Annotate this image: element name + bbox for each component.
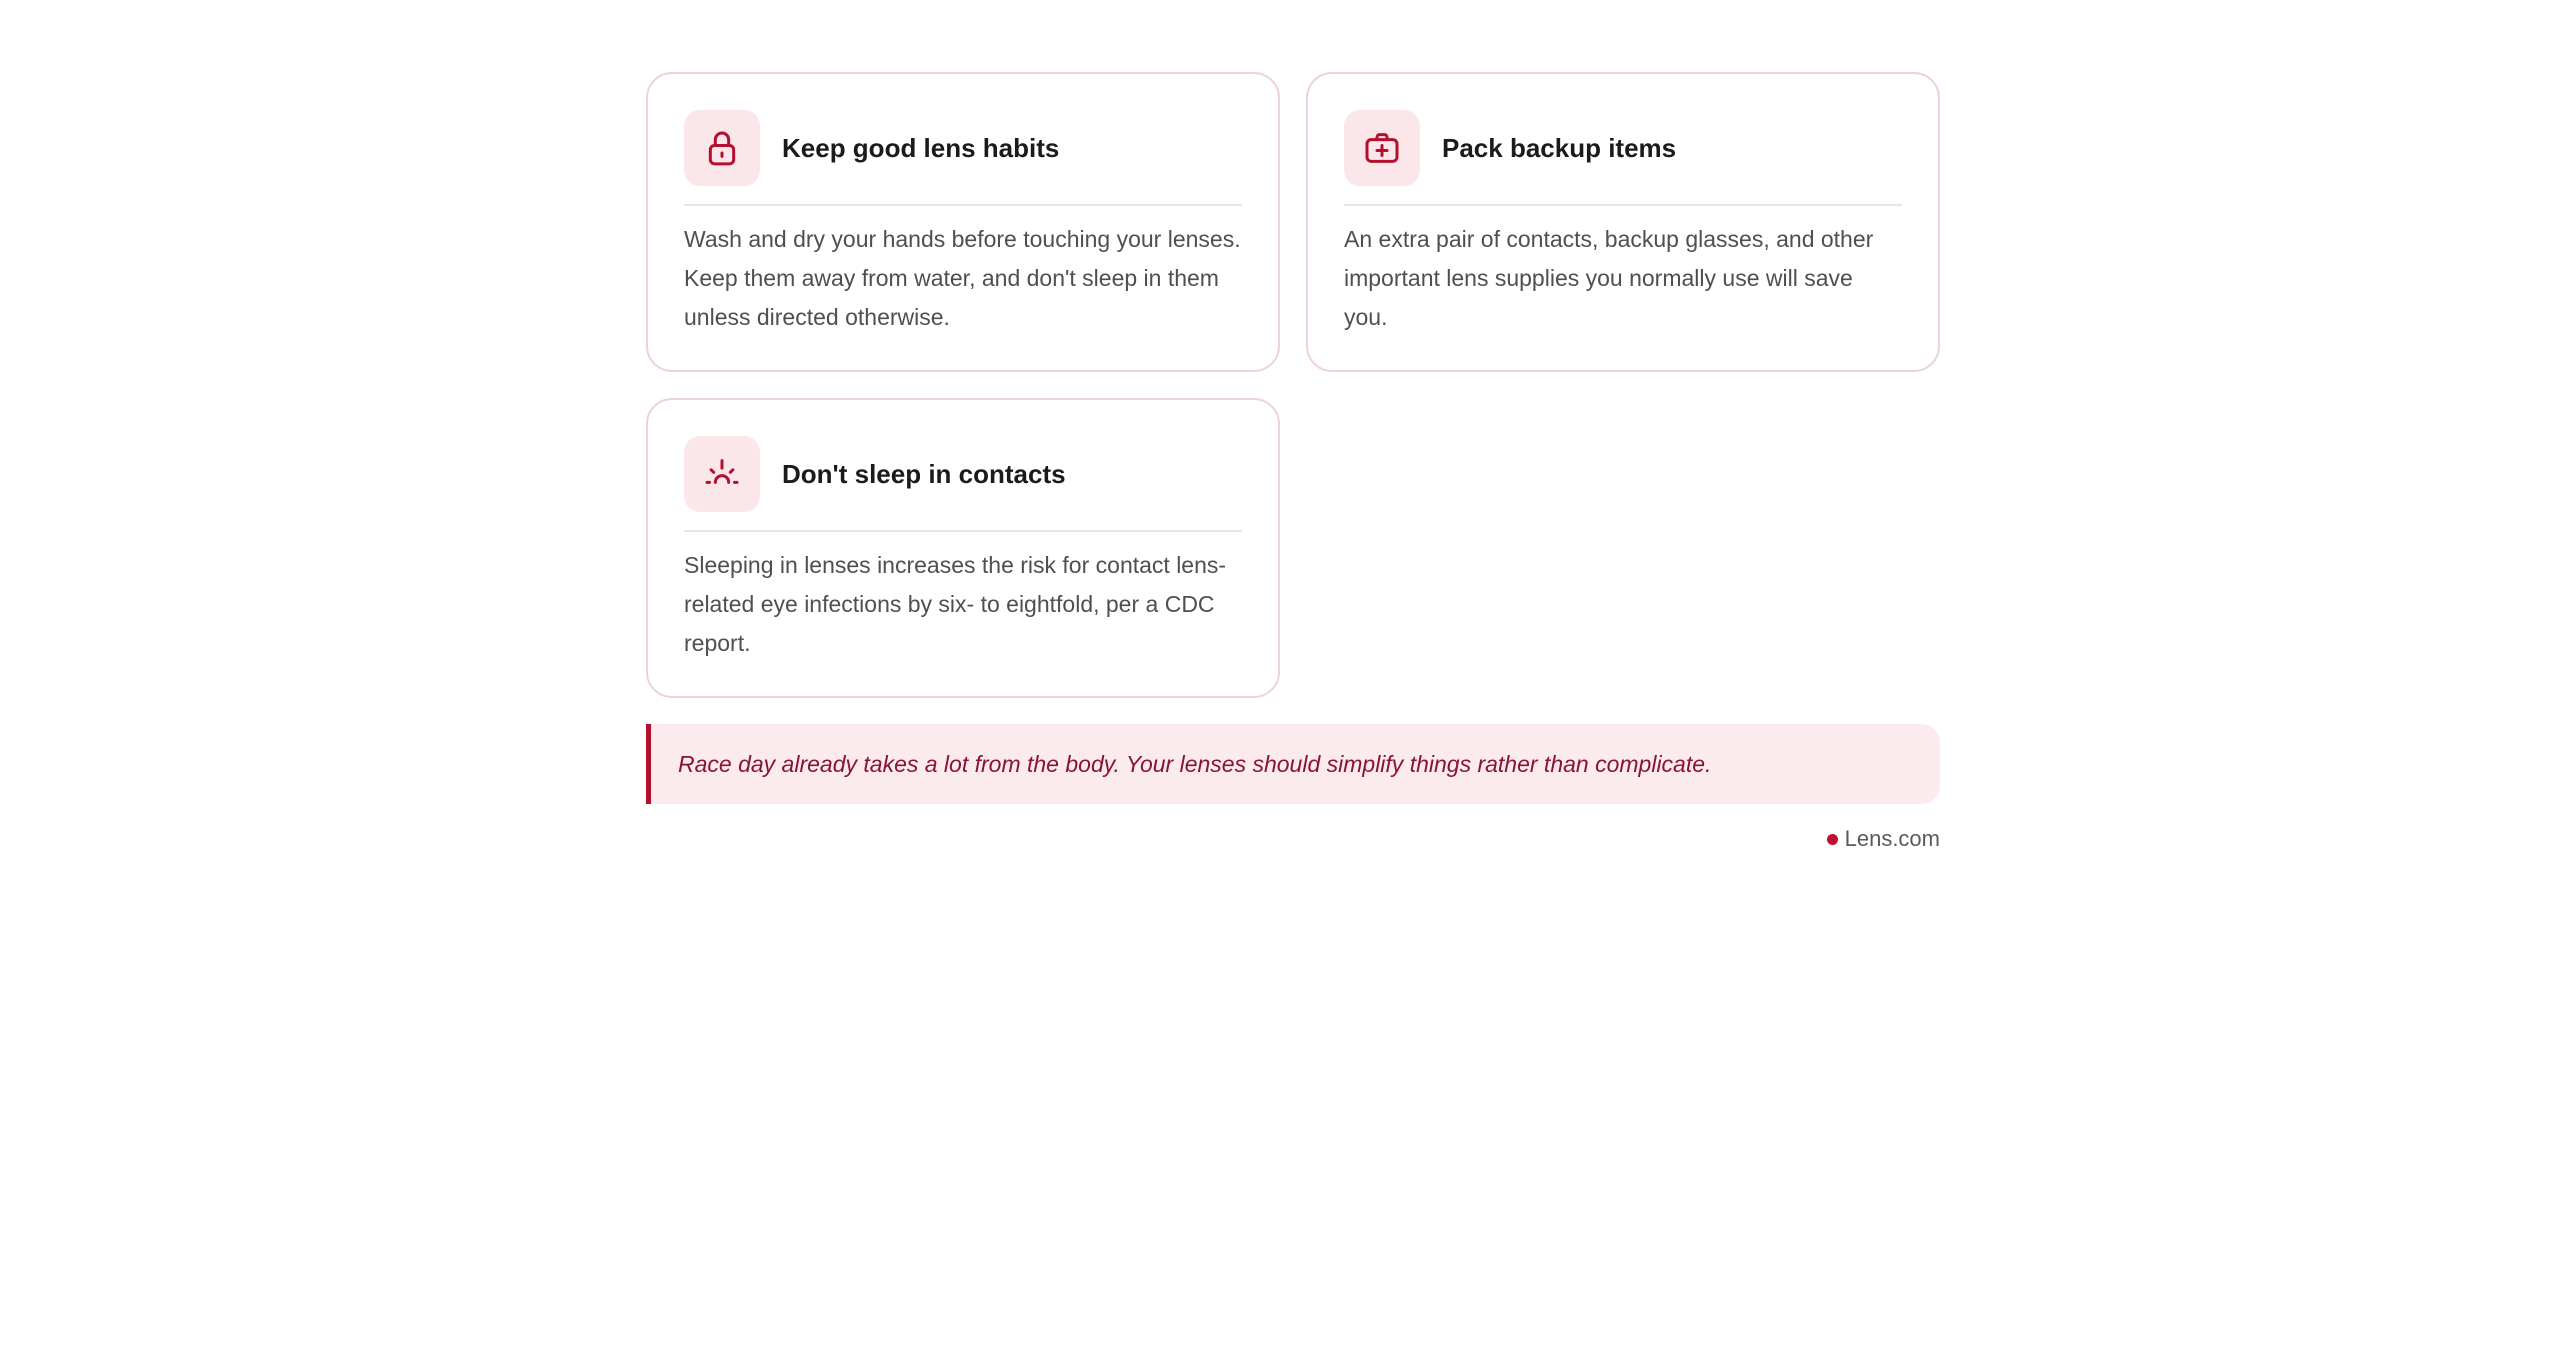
source-attribution xyxy=(646,826,1940,852)
tip-card-body: Wash and dry your hands before touching your lenses. Keep them away from water, and don't sleep in them unless directed otherwise. xyxy=(684,226,1241,330)
pull-quote xyxy=(646,724,1940,804)
tip-card-title: Don't sleep in contacts xyxy=(782,458,1066,489)
tip-card-title: Keep good lens habits xyxy=(782,132,1060,163)
tip-card-title: Pack backup items xyxy=(1442,132,1677,163)
tip-card-body: Sleeping in lenses increases the risk for contact lens-related eye infections by six- to eightfold, per a CDC report. xyxy=(684,552,1227,656)
tips-section xyxy=(646,72,1940,852)
tip-card-header xyxy=(1344,110,1902,206)
tip-card-no-sleep xyxy=(646,398,1280,698)
tip-card-header xyxy=(684,110,1242,206)
tips-grid xyxy=(646,72,1940,698)
tip-card-body: An extra pair of contacts, backup glasses, and other important lens supplies you normally use will save you. xyxy=(1344,226,1874,330)
tip-card-header xyxy=(684,436,1242,532)
lock-icon xyxy=(684,110,760,186)
tip-card-backup-items xyxy=(1306,72,1940,372)
tip-card-lens-habits xyxy=(646,72,1280,372)
dot-icon xyxy=(1827,834,1838,845)
sunrise-icon xyxy=(684,436,760,512)
pull-quote-text: Race day already takes a lot from the body. Your lenses should simplify things rather than complicate. xyxy=(678,750,1712,777)
first-aid-kit-icon xyxy=(1344,110,1420,186)
source-label: Lens.com xyxy=(1844,826,1940,851)
